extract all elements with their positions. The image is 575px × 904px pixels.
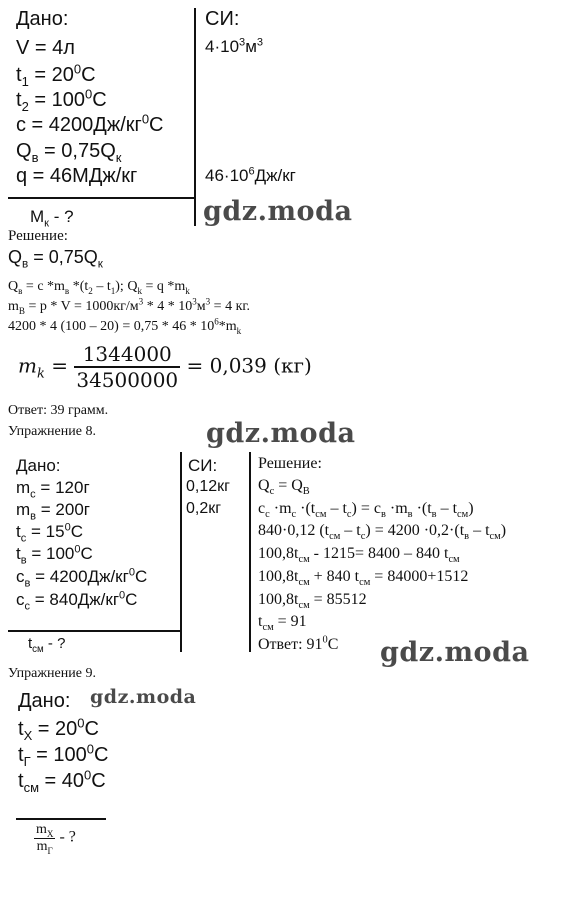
ex8-sol-line-6: $100,8t_{см} = 85512$ — [258, 591, 367, 612]
fraction-equation: $m_k$ = $\frac{1344000}{34500000}$ = 0,039 (кг) — [18, 342, 312, 392]
ex8-si-title: СИ: — [188, 456, 218, 475]
ex8-mv: $m_в = 200г$ — [16, 500, 90, 523]
ex8-sol-line-7: $t_{см} = 91$ — [258, 613, 307, 634]
ex8-given-title: Дано: — [16, 456, 61, 475]
ex7-qfuel: q = 46МДж/кг — [16, 165, 138, 187]
ex7-column-divider — [194, 8, 196, 226]
watermark: gdz.moda — [380, 637, 530, 668]
solution-line-3: 4200 * 4 $(100 - 20) = 0,75 * 46 * 10^6*m_k$ — [8, 316, 242, 336]
fraction-denominator: 34500000 — [76, 368, 179, 392]
ex8-sol-title: Решение: — [258, 455, 322, 472]
ex8-sol-line-3: 840·0,12 $(t_{см} - t_c) = 4200 \cdot 0,2\cdot(t_в - t_{см})$ — [258, 522, 507, 543]
ex9-given-underline — [16, 818, 106, 820]
solution-line-2: $m_B = p * V = 1000кг/м^3 * 4 * 10^3м^3 = 4$ кг. — [8, 296, 251, 316]
watermark: gdz.moda — [203, 196, 353, 227]
ex8-si-1: 0,12кг — [186, 478, 230, 495]
ex8-sol-line-4: $100,8t_{см} - 1215= 8400 - 840$ $t_{см}$ — [258, 545, 460, 566]
ex8-tc: $t_c = 15^0C$ — [16, 521, 83, 545]
ex7-si-q: $46\cdot 10^6Дж/кг$ — [205, 165, 296, 185]
ex8-title: Упражнение 8. — [8, 424, 96, 439]
ex7-c: $c = 4200Дж/кг^0C$ — [16, 111, 164, 136]
eq-main: $Q_в = 0,75Q_к$ — [8, 247, 103, 271]
ex9-find: $\frac{m_X}{m_Г}$ - ? — [36, 822, 76, 856]
ex8-mc: $m_c = 120г$ — [16, 478, 90, 501]
ex7-t2: $t_2 = 100^0C$ — [16, 86, 107, 114]
answer-text: Ответ: 39 грамм. — [8, 403, 109, 418]
ex9-given-title: Дано: — [18, 690, 71, 712]
ex9-tcm: $t_{см} = 40^0C$ — [18, 767, 106, 795]
ex8-si-2: 0,2кг — [186, 500, 222, 517]
solution-line-1: $Q_в = c$ $*m_в$ $*(t_2 - t_1)$; $Q_k = q$ $*m_k$ — [8, 279, 190, 296]
watermark: gdz.moda — [206, 418, 356, 449]
ex7-given-underline — [8, 197, 196, 199]
ex7-t1: $t_1 = 20^0C$ — [16, 61, 96, 89]
ex8-cc: $c_c = 840Дж/кг^0C$ — [16, 589, 138, 613]
ex8-sol-line-1: $Q_c = Q_B$ — [258, 477, 310, 498]
ex7-si-title: СИ: — [205, 8, 240, 30]
ex8-divider-2 — [249, 452, 251, 652]
ex9-title: Упражнение 9. — [8, 666, 96, 681]
ex8-divider-1 — [180, 452, 182, 652]
ex8-find: $t_{см}$ - ? — [28, 635, 66, 655]
ex7-given-title: Дано: — [16, 8, 69, 30]
ex8-sol-answer: Ответ: $91^0C$ — [258, 634, 339, 653]
fraction-numerator: 1344000 — [74, 342, 180, 368]
ex7-qv: $Q_в = 0,75Q_к$ — [16, 140, 122, 165]
ex9-tg: $t_Г = 100^0C$ — [18, 741, 109, 769]
ex9-tx: $t_X = 20^0C$ — [18, 715, 99, 743]
ex7-find: $M_к$ - ? — [30, 207, 74, 230]
watermark: gdz.moda — [90, 686, 197, 708]
ex8-sol-line-5: $100,8t_{см} + 840$ $t_{см} = 84000+1512$ — [258, 568, 469, 589]
ex8-sol-line-2: $c_c \cdot m_c \cdot(t_{см} - t_c) = c_в \cdot m_в \cdot(t_в - t_{см})$ — [258, 500, 474, 521]
ex7-volume: V = 4л — [16, 37, 75, 59]
ex8-given-underline — [8, 630, 182, 632]
ex7-si-volume: $4\cdot 10^3м^3$ — [205, 36, 264, 56]
ex8-cv: $c_в = 4200Дж/кг^0C$ — [16, 566, 148, 590]
ex8-tv: $t_в = 100^0C$ — [16, 543, 93, 567]
solution-label: Решение: — [8, 228, 68, 244]
